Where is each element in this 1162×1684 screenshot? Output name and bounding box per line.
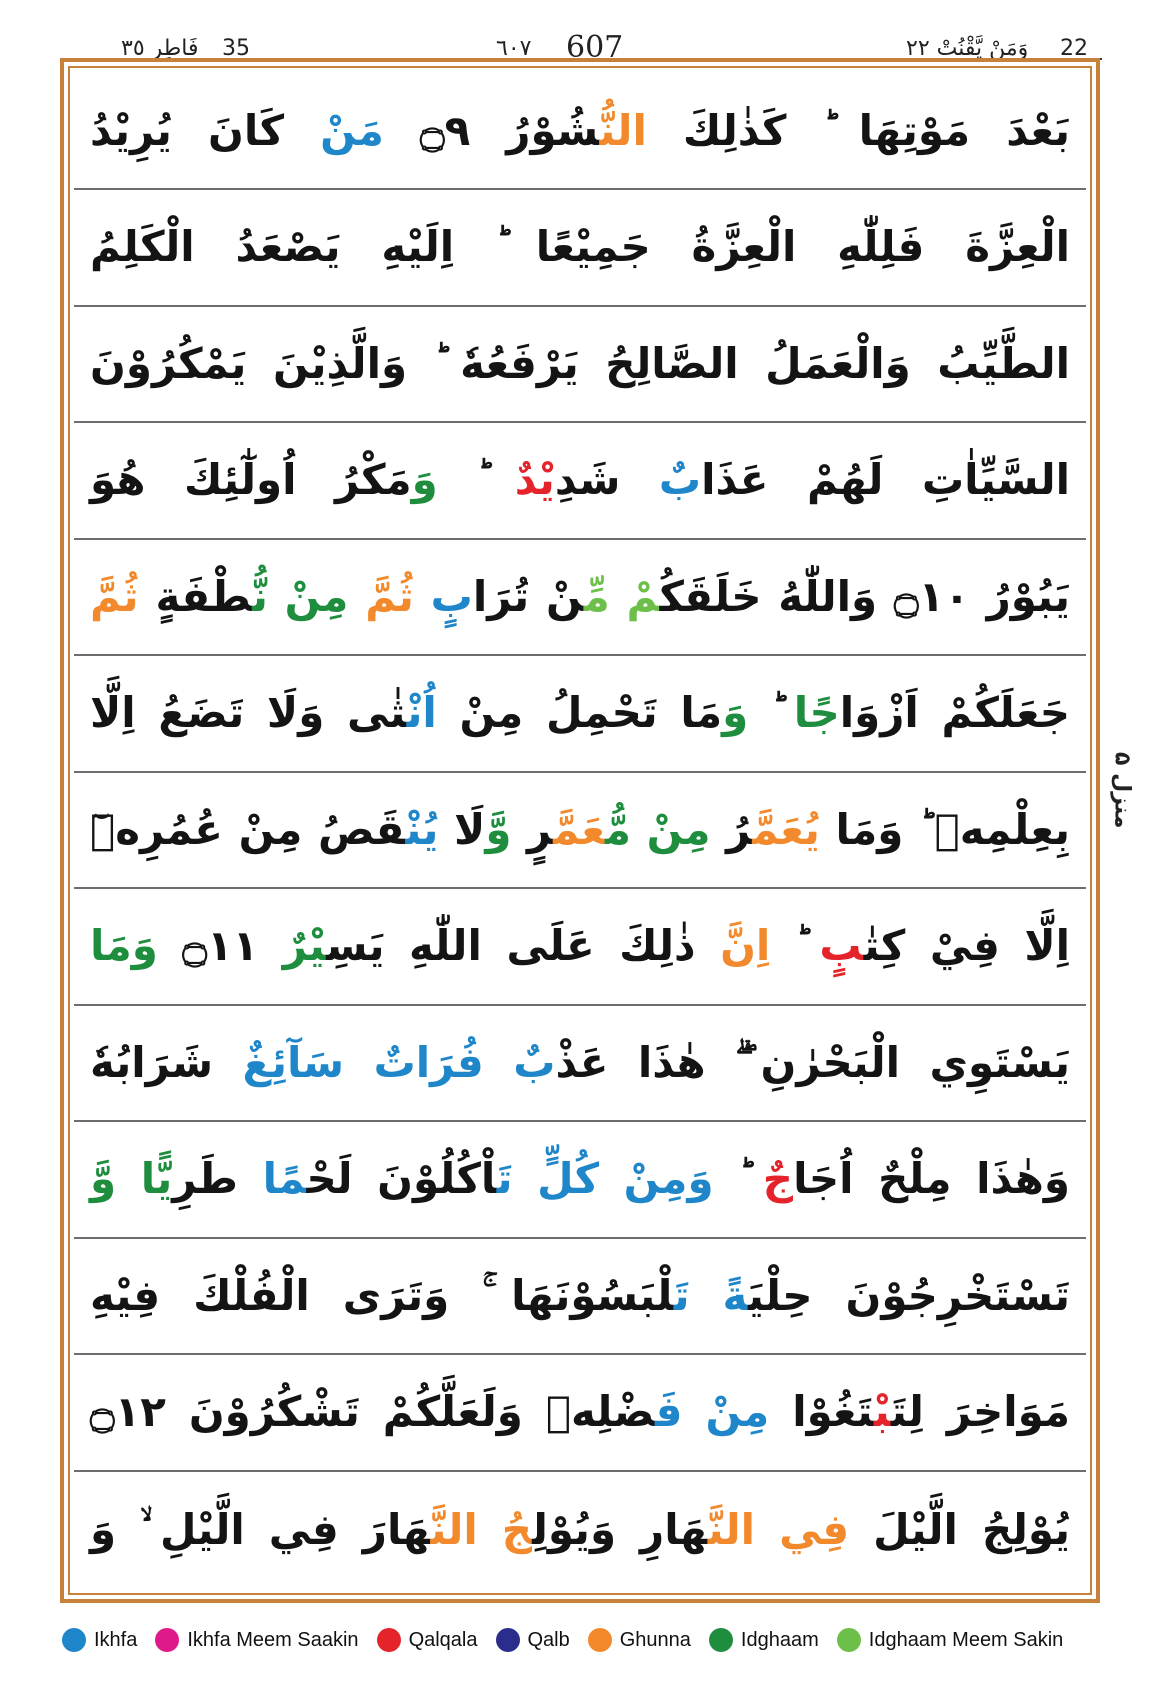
legend-label: Qalqala — [408, 1628, 478, 1651]
tajweed-segment: النَّ — [707, 1504, 756, 1554]
tajweed-segment: مِنْ نُّ — [252, 571, 349, 621]
tajweed-segment: جًا — [793, 688, 840, 738]
text-segment: ثٰى وَلَا تَضَعُ اِلَّا — [90, 688, 407, 738]
verse-text — [74, 1121, 1086, 1237]
text-line — [74, 1239, 1086, 1355]
text-segment: شَدِ — [554, 455, 659, 505]
text-segment: تَسْتَخْرِجُوْنَ حِلْيَ — [747, 1270, 1070, 1320]
surah-name: فَاطِر ٣٥ — [117, 36, 203, 61]
verse-text — [74, 888, 1086, 1004]
tajweed-segment: يًّا وَّ — [90, 1154, 173, 1204]
juz-name: وَمَنْ يَّقْنُتْ ٢٢ — [902, 36, 1032, 61]
text-segment: لْبَسُوْنَهَا ۚ وَتَرَى الْفُلْكَ فِيْهِ — [90, 1270, 674, 1320]
text-line — [74, 889, 1086, 1005]
text-segment: ؕ — [713, 1154, 763, 1204]
text-segment: ؕ — [748, 688, 794, 738]
text-segment: بَعْدَ مَوْتِهَا ؕ كَذٰلِكَ — [646, 106, 1070, 155]
legend-color-dot-icon — [709, 1628, 733, 1652]
manzil-marker — [1100, 735, 1144, 845]
text-segment: لَا — [438, 804, 486, 854]
quran-text-block — [74, 74, 1086, 1588]
verse-text — [74, 772, 1086, 888]
tajweed-segment: وَمَا — [90, 921, 158, 971]
verse-text — [74, 306, 1086, 422]
tajweed-segment: كُلٍّ تَ — [496, 1154, 600, 1204]
text-segment: مَوَاخِرَ لِتَ — [891, 1387, 1071, 1437]
legend-label: Qalb — [527, 1628, 570, 1651]
verse-text — [74, 539, 1086, 655]
tajweed-segment: يْرٌ — [282, 921, 327, 971]
text-line — [74, 74, 1086, 190]
tajweed-segment: ثُمَّ — [90, 571, 156, 621]
tajweed-segment: يُعَمَّ — [752, 804, 820, 854]
legend-item — [837, 1628, 1064, 1652]
legend-color-dot-icon — [155, 1628, 179, 1652]
tajweed-segment: اُنْ — [406, 688, 437, 738]
tajweed-segment: بٍ — [430, 571, 473, 621]
tajweed-segment: بٌ — [658, 455, 702, 505]
legend-color-dot-icon — [588, 1628, 612, 1652]
verse-text — [74, 655, 1086, 771]
text-segment: يُوْلِجُ الَّيْلَ — [849, 1504, 1071, 1554]
tajweed-segment: النُّ — [599, 106, 647, 155]
page-number: 607 — [562, 30, 627, 65]
text-segment — [414, 572, 431, 621]
manzil-label: منزل ۵ — [1109, 751, 1135, 829]
legend-color-dot-icon — [837, 1628, 861, 1652]
legend-item — [377, 1628, 478, 1652]
legend-label: Idghaam Meem Sakin — [868, 1628, 1064, 1651]
legend-color-dot-icon — [377, 1628, 401, 1652]
tajweed-segment: فَ — [655, 1387, 683, 1437]
tajweed-segment: مَنْ — [320, 106, 384, 155]
text-line — [74, 190, 1086, 306]
text-segment: مَا تَحْمِلُ مِنْ — [436, 688, 723, 738]
text-segment: ذٰلِكَ عَلَى اللّٰهِ يَسِ — [326, 921, 721, 971]
tajweed-segment: ةً تَ — [673, 1270, 748, 1320]
tajweed-segment: وَ — [722, 688, 749, 738]
surah-number: 35 — [218, 36, 254, 61]
tajweed-segment: بٌ — [513, 1037, 556, 1087]
text-segment: هَارَ فِي الَّيْلِ ۙ وَ — [90, 1504, 431, 1554]
text-segment: الطَّيِّبُ وَالْعَمَلُ الصَّالِحُ يَرْفَعُهٗ ؕ وَالَّذِيْنَ يَمْكُرُوْنَ — [90, 338, 1070, 388]
text-segment: ضْلِهٖ وَلَعَلَّكُمْ تَشْكُرُوْنَ ۝١٢ — [90, 1387, 656, 1437]
text-segment — [348, 572, 365, 621]
tajweed-legend — [62, 1620, 1122, 1660]
legend-color-dot-icon — [62, 1628, 86, 1652]
tajweed-segment: جٌ — [762, 1154, 794, 1204]
text-segment: طَرِ — [172, 1154, 263, 1204]
legend-item — [709, 1628, 819, 1652]
tajweed-segment: اِنَّ — [720, 921, 771, 971]
text-segment: مَكْرُ اُولٰٓئِكَ هُوَ — [90, 455, 412, 505]
tajweed-segment: مِنْ — [705, 1387, 770, 1437]
verse-text — [74, 189, 1086, 305]
text-segment: السَّيِّاٰتِ لَهُمْ عَذَا — [701, 455, 1071, 505]
tajweed-segment: مِنْ مُّ — [605, 804, 711, 854]
text-line — [74, 656, 1086, 772]
text-segment: اِلَّا فِيْ كِتٰ — [863, 921, 1070, 971]
tajweed-segment: فُرَاتٌ — [373, 1037, 484, 1087]
tajweed-segment: عَمَّ — [553, 804, 606, 854]
text-segment: رُ — [710, 804, 753, 854]
verse-text — [74, 1005, 1086, 1121]
tajweed-segment: وَّ — [485, 804, 512, 854]
verse-text — [74, 422, 1086, 538]
verse-text — [74, 1238, 1086, 1354]
legend-item — [155, 1628, 358, 1652]
text-line — [74, 423, 1086, 539]
legend-color-dot-icon — [496, 1628, 520, 1652]
text-line — [74, 540, 1086, 656]
text-segment: رٍ — [511, 804, 554, 854]
legend-item — [62, 1628, 137, 1652]
verse-text — [74, 1472, 1086, 1588]
text-segment: شَرَابُهٗ — [90, 1037, 243, 1087]
text-segment: يَبُوْرُ ۝١٠ وَاللّٰهُ خَلَقَكُ — [659, 571, 1071, 621]
tajweed-segment: مًا — [262, 1154, 307, 1204]
tajweed-segment: فِي — [779, 1504, 850, 1554]
text-segment — [755, 1505, 779, 1554]
text-line — [74, 773, 1086, 889]
text-segment: شُوْرُ ۝٩ — [383, 106, 600, 155]
text-segment: كَانَ يُرِيْدُ — [90, 106, 321, 155]
text-segment: قَصُ مِنْ عُمُرِهٖٓ — [90, 804, 406, 854]
text-segment — [484, 1038, 513, 1087]
verse-text — [74, 1354, 1086, 1470]
tajweed-segment: بْ — [873, 1387, 892, 1437]
text-segment — [599, 1154, 624, 1203]
text-segment: تَغُوْا — [769, 1387, 874, 1437]
text-line — [74, 1122, 1086, 1238]
tajweed-segment: جُ النَّ — [430, 1504, 533, 1554]
tajweed-segment: ثُمَّ — [365, 571, 414, 621]
verse-text — [74, 73, 1086, 189]
text-segment: هَارِ وَيُوْلِ — [532, 1504, 708, 1554]
text-segment: الْعِزَّةَ فَلِلّٰهِ الْعِزَّةُ جَمِيْعًا ؕ اِلَيْهِ يَصْعَدُ الْكَلِمُ — [90, 222, 1070, 272]
tajweed-segment: يْدٌ — [514, 455, 555, 505]
text-segment — [344, 1038, 373, 1087]
text-line — [74, 1355, 1086, 1471]
legend-label: Ikhfa Meem Saakin — [187, 1628, 359, 1651]
text-segment: جَعَلَكُمْ اَزْوَا — [839, 688, 1070, 738]
tajweed-segment: وَ — [411, 455, 438, 505]
tajweed-segment: بٍ — [819, 921, 864, 971]
text-segment: ۝١١ — [157, 921, 283, 971]
legend-label: Idghaam — [740, 1628, 819, 1651]
legend-item — [496, 1628, 570, 1652]
legend-item — [588, 1628, 691, 1652]
text-segment: يَسْتَوِي الْبَحْرٰنِ ۖۗ هٰذَا عَذْ — [555, 1037, 1070, 1087]
text-segment: طْفَةٍ — [155, 571, 253, 621]
text-segment: ؕ — [437, 455, 515, 505]
juz-number: 22 — [1056, 36, 1092, 61]
text-line — [74, 1006, 1086, 1122]
legend-label: Ikhfa — [94, 1628, 138, 1651]
page-number-arabic: ٦٠٧ — [492, 36, 535, 61]
text-line — [74, 307, 1086, 423]
text-segment: وَهٰذَا مِلْحٌ اُجَا — [793, 1154, 1071, 1204]
legend-label: Ghunna — [619, 1628, 691, 1651]
tajweed-segment: مْ مِّ — [583, 571, 660, 621]
text-segment — [683, 1387, 706, 1436]
text-segment: اْكُلُوْنَ لَحْ — [306, 1154, 497, 1204]
text-segment: نْ تُرَا — [472, 571, 584, 621]
text-segment: بِعِلْمِهٖ ؕ وَمَا — [819, 804, 1070, 854]
tajweed-segment: وَمِنْ — [623, 1154, 714, 1204]
tajweed-segment: يُنْ — [405, 804, 439, 854]
tajweed-segment: سَآئِغٌ — [242, 1037, 345, 1087]
text-segment: ؕ — [770, 921, 820, 971]
text-line — [74, 1472, 1086, 1588]
